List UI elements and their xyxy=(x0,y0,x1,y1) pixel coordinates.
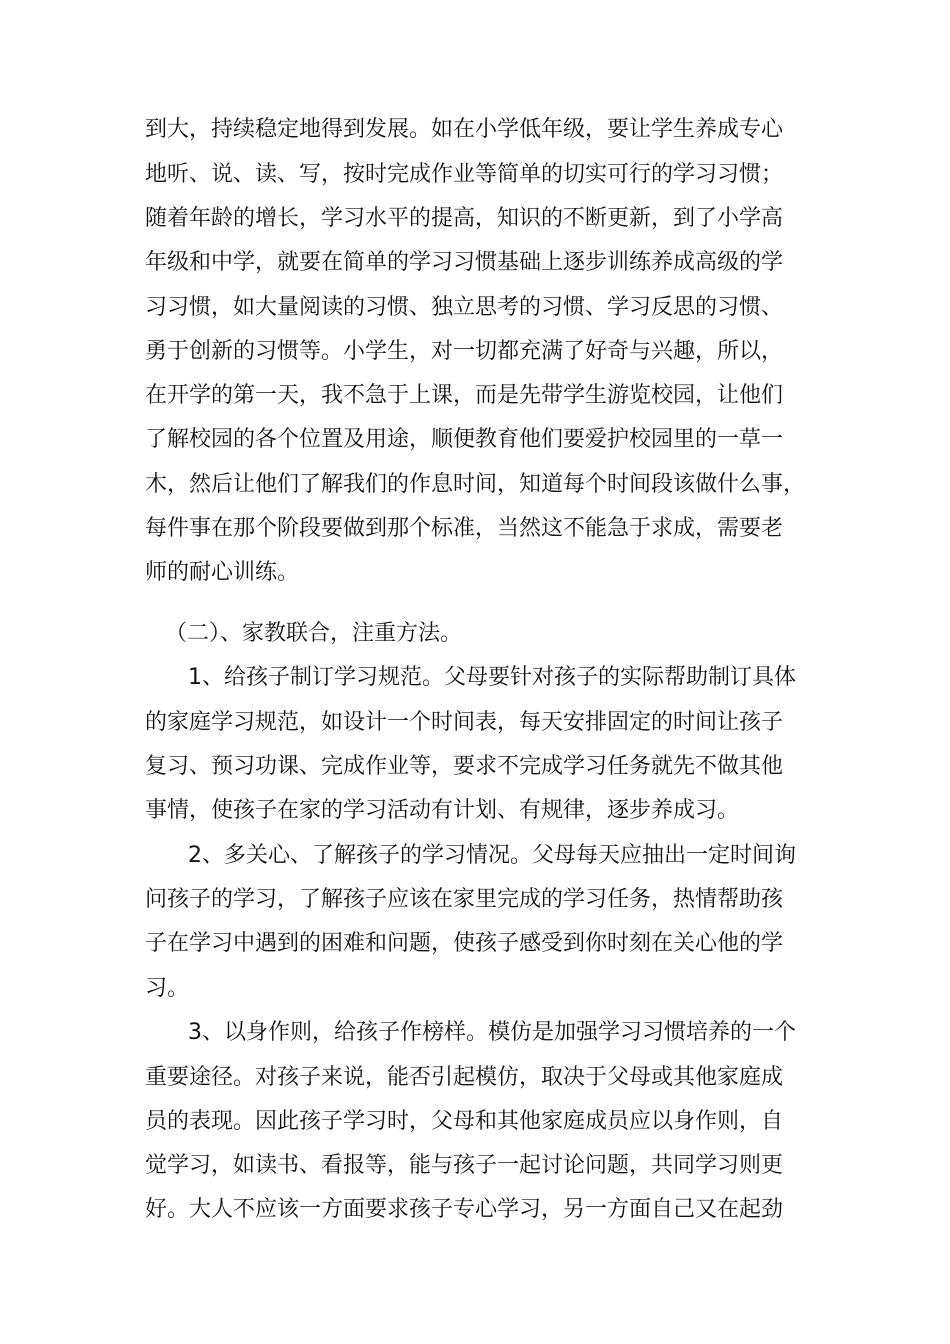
item-line: 2、多关心、了解孩子的学习情况。父母每天应抽出一定时间询 xyxy=(188,843,796,868)
item-line: 3、以身作则，给孩子作榜样。模仿是加强学习习惯培养的一个 xyxy=(188,1020,796,1045)
paragraph-line: 地听、说、读、写，按时完成作业等简单的切实可行的学习习惯； xyxy=(145,162,784,187)
item-line: 1、给孩子制订学习规范。父母要针对孩子的实际帮助制订具体 xyxy=(188,665,796,690)
item-line: 习。 xyxy=(145,976,190,1001)
item-line: 问孩子的学习，了解孩子应该在家里完成的学习任务，热情帮助孩 xyxy=(145,887,784,912)
paragraph-line: 了解校园的各个位置及用途，顺便教育他们要爱护校园里的一草一 xyxy=(145,427,784,452)
paragraph-line: 在开学的第一天，我不急于上课，而是先带学生游览校园，让他们 xyxy=(145,383,784,408)
item-line: 的家庭学习规范，如设计一个时间表，每天安排固定的时间让孩子 xyxy=(145,710,784,735)
paragraph-line: 师的耐心训练。 xyxy=(145,560,300,585)
item-line: 事情，使孩子在家的学习活动有计划、有规律，逐步养成习。 xyxy=(145,798,740,823)
item-line: 好。大人不应该一方面要求孩子专心学习，另一方面自己又在起劲 xyxy=(145,1197,784,1222)
paragraph-line: 随着年龄的增长，学习水平的提高，知识的不断更新，到了小学高 xyxy=(145,206,784,231)
paragraph-line: 勇于创新的习惯等。小学生，对一切都充满了好奇与兴趣，所以， xyxy=(145,339,784,364)
item-line: 员的表现。因此孩子学习时，父母和其他家庭成员应以身作则，自 xyxy=(145,1109,784,1134)
item-line: 重要途径。对孩子来说，能否引起模仿，取决于父母或其他家庭成 xyxy=(145,1065,784,1090)
paragraph-line: 习习惯，如大量阅读的习惯、独立思考的习惯、学习反思的习惯、 xyxy=(145,295,784,320)
paragraph-line: 木，然后让他们了解我们的作息时间，知道每个时间段该做什么事， xyxy=(145,472,806,497)
paragraph-line: 年级和中学，就要在简单的学习习惯基础上逐步训练养成高级的学 xyxy=(145,250,784,275)
paragraph-line: 每件事在那个阶段要做到那个标准，当然这不能急于求成，需要老 xyxy=(145,516,784,541)
item-line: 子在学习中遇到的困难和问题，使孩子感受到你时刻在关心他的学 xyxy=(145,931,784,956)
item-line: 觉学习，如读书、看报等，能与孩子一起讨论问题，共同学习则更 xyxy=(145,1153,784,1178)
item-line: 复习、预习功课、完成作业等，要求不完成学习任务就先不做其他 xyxy=(145,754,784,779)
paragraph-line: 到大，持续稳定地得到发展。如在小学低年级，要让学生养成专心 xyxy=(145,117,784,142)
section-heading: （二）、家教联合，注重方法。 xyxy=(165,621,463,646)
